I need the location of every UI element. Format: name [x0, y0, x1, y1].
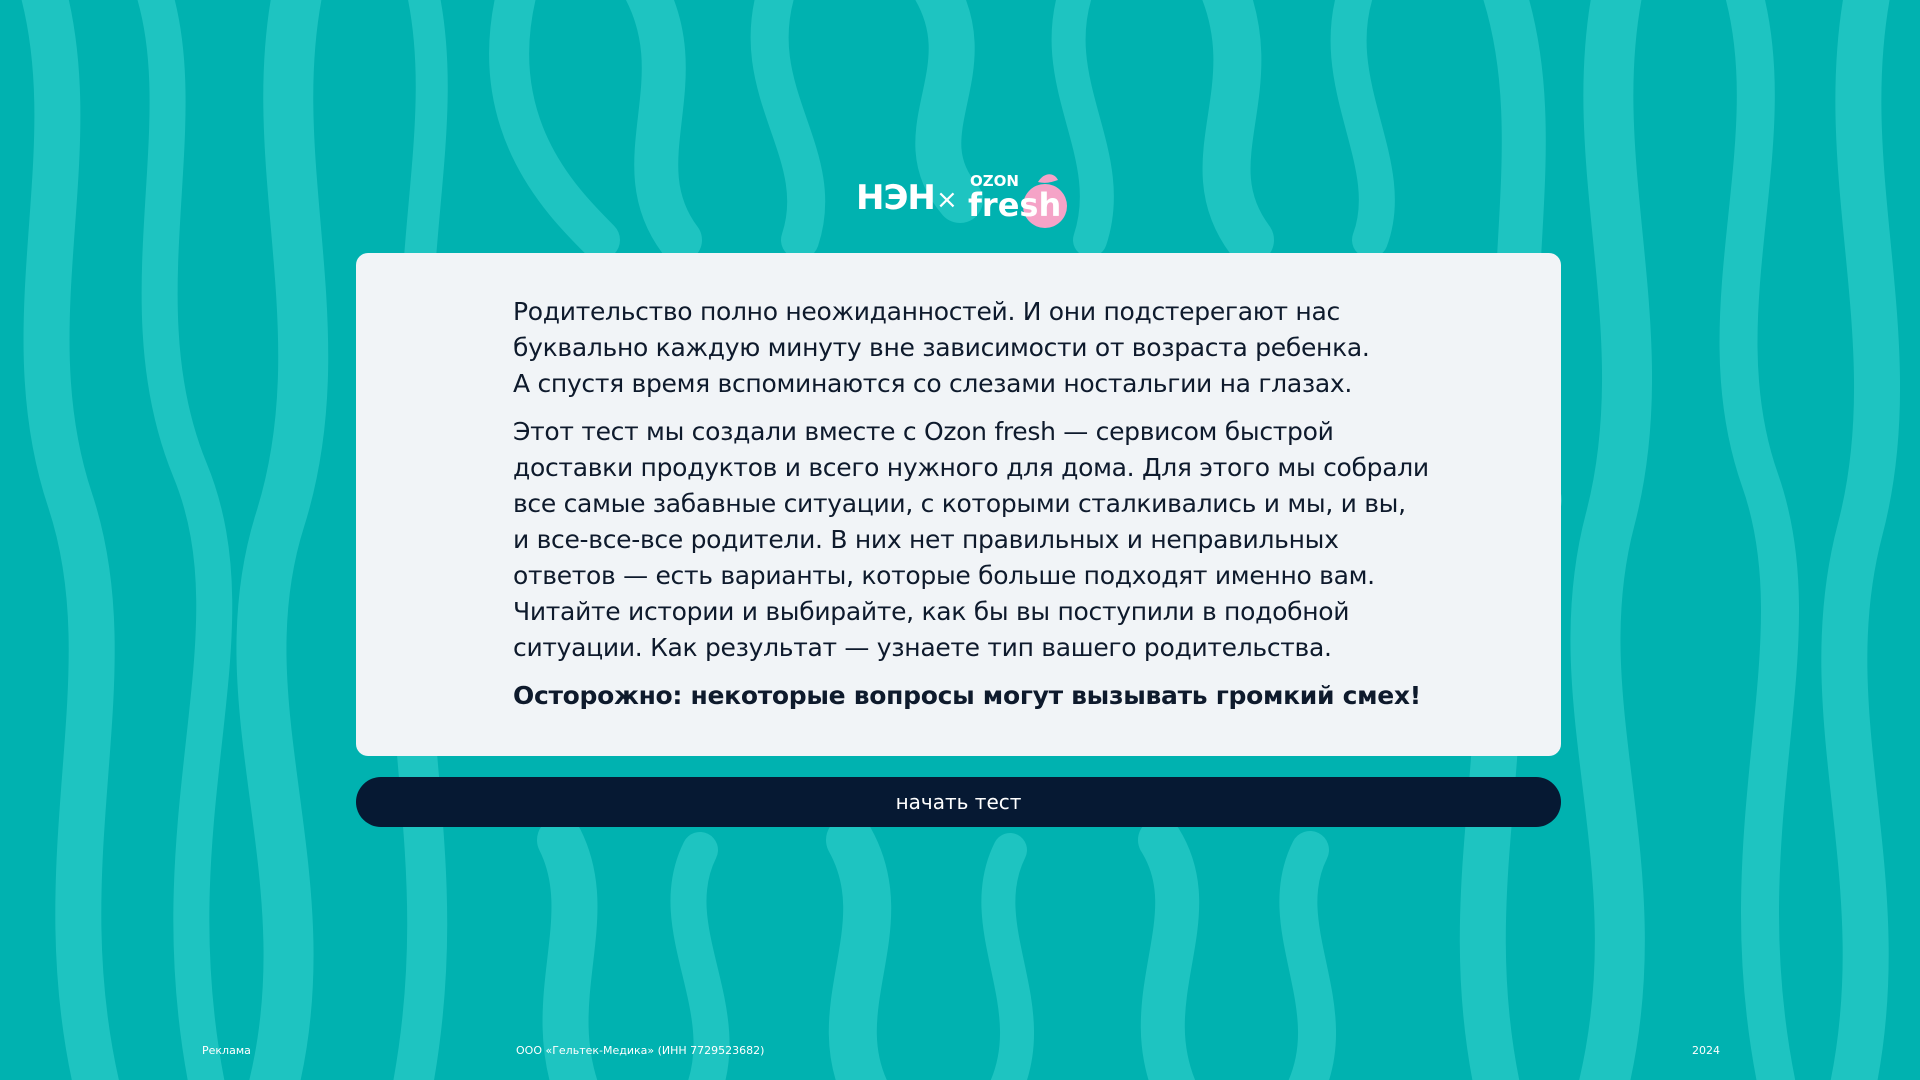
nen-x-ozon-fresh-logo — [852, 160, 1072, 232]
nen-logo-text: НЭН — [856, 178, 935, 218]
intro-paragraph-1 — [513, 294, 1441, 402]
intro-line: доставки продуктов и всего нужного для дома. Для этого мы собрали — [513, 453, 1429, 482]
warning-text: Осторожно: некоторые вопросы могут вызывать громкий смех! — [513, 681, 1421, 710]
fresh-logo-text: fresh — [968, 186, 1062, 224]
intro-card — [356, 253, 1561, 756]
intro-paragraph-2 — [513, 414, 1441, 666]
intro-line: Родительство полно неожиданностей. И они подстерегают нас — [513, 297, 1340, 326]
intro-line: буквально каждую минуту вне зависимости от возраста ребенка. — [513, 333, 1370, 362]
start-test-button[interactable]: начать тест — [356, 777, 1561, 827]
intro-line: ответов — есть варианты, которые больше подходят именно вам. — [513, 561, 1375, 590]
intro-line: все самые забавные ситуации, с которыми сталкивались и мы, и вы, — [513, 489, 1406, 518]
intro-line: Читайте истории и выбирайте, как бы вы поступили в подобной — [513, 597, 1350, 626]
intro-line: Этот тест мы создали вместе с Ozon fresh — сервисом быстрой — [513, 417, 1334, 446]
ozon-logo-text: OZON — [970, 172, 1019, 190]
company-info: ООО «Гельтек-Медика» (ИНН 7729523682) — [516, 1044, 765, 1057]
collab-cross-icon: × — [936, 185, 958, 215]
ad-label: Реклама — [202, 1044, 251, 1057]
copyright-year: 2024 — [1692, 1044, 1720, 1057]
intro-line: А спустя время вспоминаются со слезами ностальгии на глазах. — [513, 369, 1353, 398]
peach-leaf-icon — [1038, 174, 1058, 183]
intro-line: и все-все-все родители. В них нет правильных и неправильных — [513, 525, 1339, 554]
intro-line: ситуации. Как результат — узнаете тип вашего родительства. — [513, 633, 1332, 662]
